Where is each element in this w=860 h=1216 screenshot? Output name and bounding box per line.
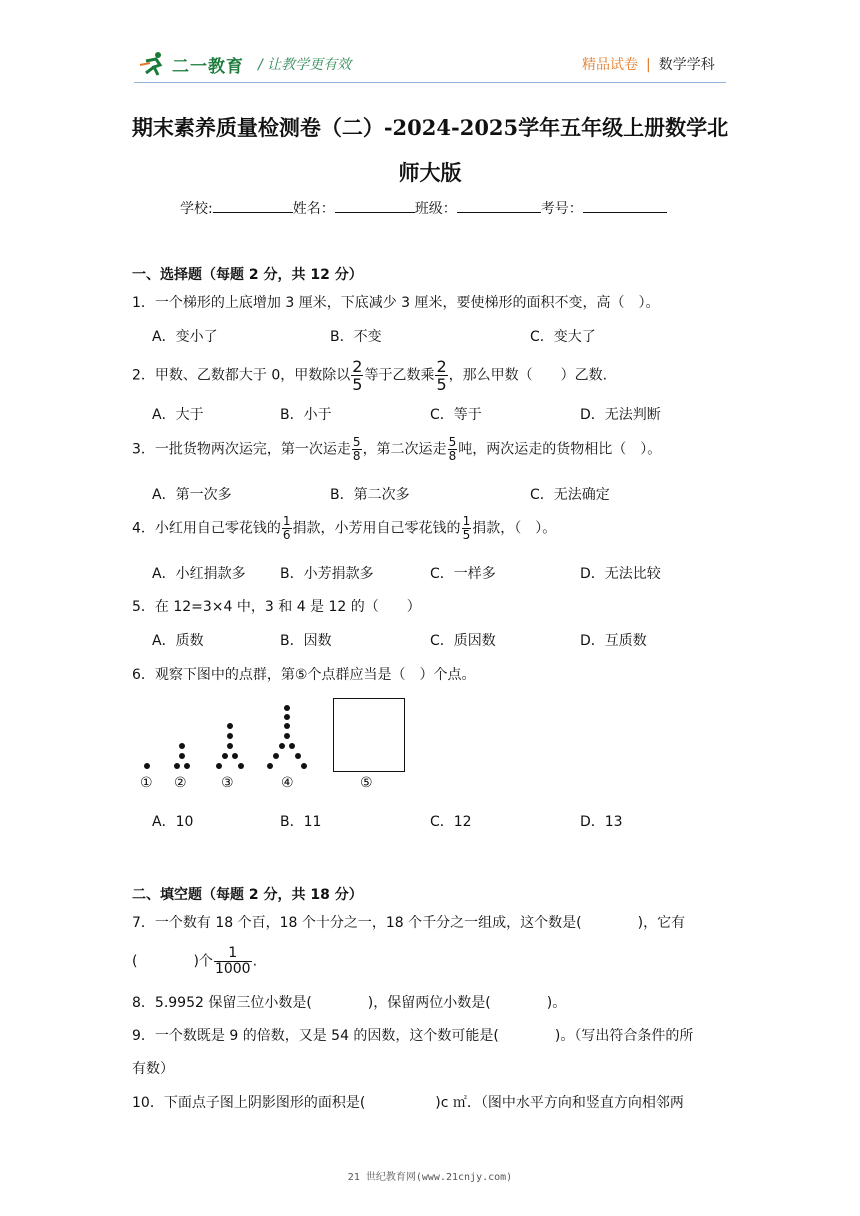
dot xyxy=(267,763,273,769)
q2-text-1: 2．甲数、乙数都大于 0，甲数除以 xyxy=(132,367,351,384)
dot xyxy=(301,763,307,769)
logo-text: 二一教育 xyxy=(172,56,244,77)
q2-option-b[interactable]: B．小于 xyxy=(280,407,332,423)
q2-fraction-2: $\frac{2}{5}$ xyxy=(436,357,447,394)
page-footer: 21 世纪教育网(www.21cnjy.com) xyxy=(347,1172,513,1183)
q3-fraction-2: $\frac{5}{8}$ xyxy=(448,435,457,463)
header-divider xyxy=(134,82,726,83)
q3-option-c[interactable]: C．无法确定 xyxy=(530,487,610,503)
dot xyxy=(227,743,233,749)
header-separator: | xyxy=(646,57,651,73)
dot xyxy=(216,763,222,769)
q2-option-d[interactable]: D．无法判断 xyxy=(580,407,661,423)
school-blank[interactable] xyxy=(213,200,293,213)
dot xyxy=(273,753,279,759)
exam-no-label: 考号： xyxy=(540,201,583,217)
page-title-line2: 师大版 xyxy=(398,160,462,185)
dot xyxy=(284,723,290,729)
dot xyxy=(232,753,238,759)
q3-text-1: 3．一批货物两次运完，第一次运走 xyxy=(132,441,351,458)
subject-tag: 数学学科 xyxy=(658,57,715,73)
class-blank[interactable] xyxy=(457,200,541,213)
q5-option-b[interactable]: B．因数 xyxy=(280,633,332,649)
q4-text-2: 捐款，小芳用自己零花钱的 xyxy=(292,520,461,537)
class-label: 班级： xyxy=(414,201,457,217)
question-9-line2: 有数） xyxy=(132,1061,174,1077)
question-4 xyxy=(132,515,556,542)
question-7-line1: 7．一个数有 18 个百，18 个十分之一，18 个千分之一组成，这个数是( )，它有 xyxy=(132,915,686,931)
dot xyxy=(227,723,233,729)
q7-fraction: $\frac{1}{1000}$ xyxy=(214,945,251,977)
q3-fraction-1: $\frac{5}{8}$ xyxy=(352,435,361,463)
dot xyxy=(284,705,290,711)
header-right xyxy=(582,54,715,74)
q4-option-c[interactable]: C．一样多 xyxy=(430,566,496,582)
q4-fraction-1: $\frac{1}{6}$ xyxy=(282,514,291,542)
dot xyxy=(144,763,150,769)
page-title-line1: 期末素养质量检测卷（二）-2024-2025学年五年级上册数学北 xyxy=(131,115,729,140)
question-10: 10．下面点子图上阴影图形的面积是( )c ㎡．（图中水平方向和竖直方向相邻两 xyxy=(132,1095,684,1111)
q6-option-d[interactable]: D．13 xyxy=(580,814,623,830)
dot xyxy=(174,763,180,769)
figure-label-2: ② xyxy=(174,775,187,791)
question-5: 5．在 12=3×4 中，3 和 4 是 12 的（ ） xyxy=(132,599,421,615)
logo xyxy=(138,50,244,78)
dot xyxy=(284,714,290,720)
q6-option-a[interactable]: A．10 xyxy=(152,814,194,830)
q1-option-a[interactable]: A．变小了 xyxy=(152,329,218,345)
question-3 xyxy=(132,436,661,463)
dot xyxy=(238,763,244,769)
figure-label-1: ① xyxy=(140,775,153,791)
question-7-line2 xyxy=(132,946,257,977)
question-9-line1: 9．一个数既是 9 的倍数，又是 54 的因数，这个数可能是( )。（写出符合条件的所 xyxy=(132,1028,694,1044)
q2-text-2: 等于乙数乘 xyxy=(364,367,435,384)
q4-text-1: 4．小红用自己零花钱的 xyxy=(132,520,281,537)
dot xyxy=(222,753,228,759)
dot xyxy=(179,753,185,759)
name-blank[interactable] xyxy=(335,200,415,213)
q3-option-a[interactable]: A．第一次多 xyxy=(152,487,232,503)
exam-no-blank[interactable] xyxy=(583,200,667,213)
q1-option-c[interactable]: C．变大了 xyxy=(530,329,596,345)
q3-option-b[interactable]: B．第二次多 xyxy=(330,487,410,503)
section-heading-choice: 一、选择题（每题 2 分，共 12 分） xyxy=(132,267,363,283)
q2-text-3: ，那么甲数（ ）乙数. xyxy=(448,367,608,384)
section-heading-fill: 二、填空题（每题 2 分，共 18 分） xyxy=(132,887,363,903)
dot xyxy=(284,733,290,739)
q7-text-2: . xyxy=(252,953,258,970)
q5-option-d[interactable]: D．互质数 xyxy=(580,633,647,649)
q5-option-a[interactable]: A．质数 xyxy=(152,633,204,649)
q4-text-3: 捐款，（ ）。 xyxy=(472,520,557,537)
question-1: 1．一个梯形的上底增加 3 厘米，下底减少 3 厘米，要使梯形的面积不变，高（ ）。 xyxy=(132,295,660,311)
premium-tag: 精品试卷 xyxy=(582,57,638,73)
question-8: 8．5.9952 保留三位小数是( )，保留两位小数是( )。 xyxy=(132,995,567,1011)
student-info xyxy=(180,198,667,218)
q7-text-1: ( )个 xyxy=(132,953,213,970)
runner-logo-icon xyxy=(138,51,168,77)
question-2 xyxy=(132,358,607,393)
dot xyxy=(289,743,295,749)
figure-label-4: ④ xyxy=(281,775,294,791)
school-label: 学校: xyxy=(180,201,213,217)
q6-option-c[interactable]: C．12 xyxy=(430,814,472,830)
answer-box-5 xyxy=(333,698,405,772)
figure-label-5: ⑤ xyxy=(360,775,373,791)
q3-text-2: ，第二次运走 xyxy=(362,441,447,458)
dot xyxy=(184,763,190,769)
dot xyxy=(227,733,233,739)
dot xyxy=(279,743,285,749)
q1-option-b[interactable]: B．不变 xyxy=(330,329,382,345)
q4-option-b[interactable]: B．小芳捐款多 xyxy=(280,566,374,582)
q3-text-3: 吨，两次运走的货物相比（ ）。 xyxy=(458,441,662,458)
question-6: 6．观察下图中的点群，第⑤个点群应当是（ ）个点。 xyxy=(132,667,476,683)
slogan: / 让教学更有效 xyxy=(258,57,352,73)
q4-option-d[interactable]: D．无法比较 xyxy=(580,566,661,582)
dot xyxy=(295,753,301,759)
q4-option-a[interactable]: A．小红捐款多 xyxy=(152,566,246,582)
dot xyxy=(179,743,185,749)
q6-option-b[interactable]: B．11 xyxy=(280,814,322,830)
q5-option-c[interactable]: C．质因数 xyxy=(430,633,496,649)
q4-fraction-2: $\frac{1}{5}$ xyxy=(462,514,471,542)
q2-option-c[interactable]: C．等于 xyxy=(430,407,482,423)
name-label: 姓名： xyxy=(292,201,335,217)
q2-option-a[interactable]: A．大于 xyxy=(152,407,204,423)
q2-fraction-1: $\frac{2}{5}$ xyxy=(352,357,363,394)
figure-label-3: ③ xyxy=(221,775,234,791)
